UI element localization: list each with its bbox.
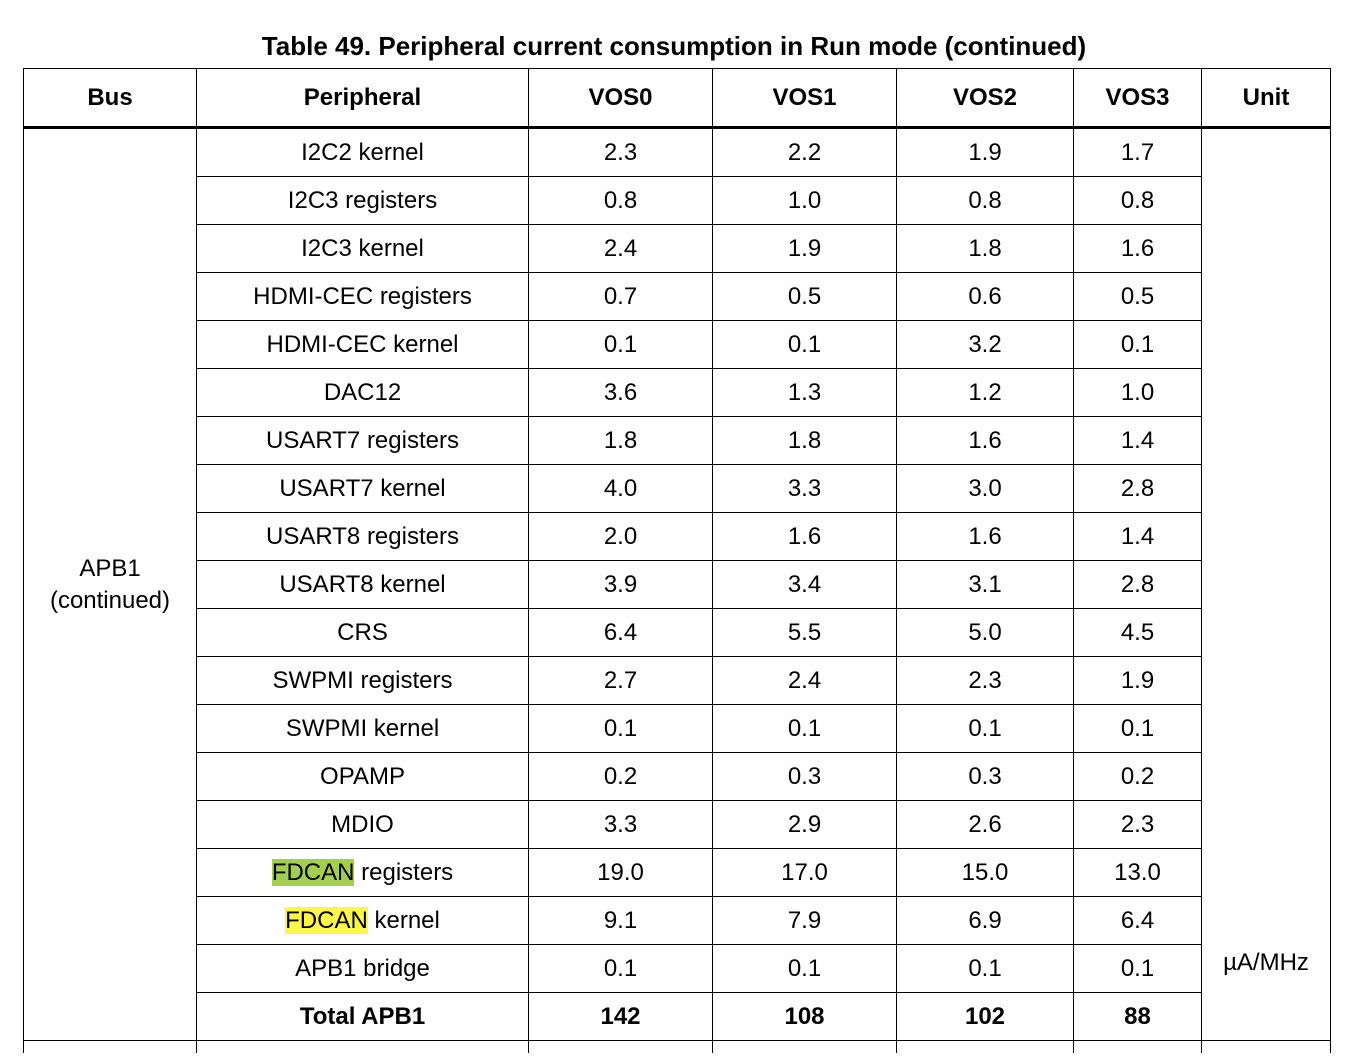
- table-row: [24, 273, 1331, 321]
- continuation-cell: [713, 1041, 897, 1054]
- peripheral-cell: USART8 kernel: [197, 561, 529, 609]
- bus-cell: [24, 128, 197, 1041]
- table-row: [24, 705, 1331, 753]
- vos2-cell: 2.3: [897, 657, 1074, 705]
- vos0-cell: 0.1: [529, 945, 713, 993]
- vos1-cell: 7.9: [713, 897, 897, 945]
- peripheral-cell: DAC12: [197, 369, 529, 417]
- peripheral-suffix: kernel: [367, 906, 440, 934]
- vos0-cell: 2.7: [529, 657, 713, 705]
- vos2-cell: 5.0: [897, 609, 1074, 657]
- vos0-cell: 3.9: [529, 561, 713, 609]
- header-vos0: VOS0: [529, 69, 713, 128]
- peripheral-suffix: registers: [354, 858, 454, 886]
- vos1-cell: 3.3: [713, 465, 897, 513]
- vos1-cell: 0.1: [713, 705, 897, 753]
- continuation-cell: [897, 1041, 1074, 1054]
- vos3-cell: 1.6: [1074, 225, 1202, 273]
- vos2-cell: 1.2: [897, 369, 1074, 417]
- vos2-cell: 102: [897, 993, 1074, 1041]
- header-peripheral: Peripheral: [197, 69, 529, 128]
- unit-cell: µA/MHz: [1202, 128, 1331, 1041]
- table-row: [24, 897, 1331, 945]
- vos2-cell: 0.1: [897, 945, 1074, 993]
- header-vos2: VOS2: [897, 69, 1074, 128]
- vos0-cell: 0.1: [529, 321, 713, 369]
- peripheral-cell: HDMI-CEC kernel: [197, 321, 529, 369]
- header-row: [24, 69, 1331, 128]
- peripheral-cell: [197, 897, 529, 945]
- vos0-cell: 0.8: [529, 177, 713, 225]
- vos3-cell: 1.7: [1074, 128, 1202, 177]
- vos0-cell: 4.0: [529, 465, 713, 513]
- peripheral-cell: USART7 kernel: [197, 465, 529, 513]
- peripheral-cell: Total APB1: [197, 993, 529, 1041]
- highlighted-term-green: FDCAN: [271, 858, 355, 886]
- vos1-cell: 2.2: [713, 128, 897, 177]
- vos1-cell: 2.4: [713, 657, 897, 705]
- peripheral-cell: [197, 849, 529, 897]
- vos1-cell: 1.3: [713, 369, 897, 417]
- table-row: [24, 417, 1331, 465]
- vos2-cell: 15.0: [897, 849, 1074, 897]
- vos1-cell: 5.5: [713, 609, 897, 657]
- table-title: Table 49. Peripheral current consumption in Run mode (continued): [261, 31, 1087, 61]
- vos3-cell: 6.4: [1074, 897, 1202, 945]
- vos3-cell: 0.2: [1074, 753, 1202, 801]
- table-row: [24, 513, 1331, 561]
- vos2-cell: 0.6: [897, 273, 1074, 321]
- vos3-cell: 2.3: [1074, 801, 1202, 849]
- vos2-cell: 1.6: [897, 417, 1074, 465]
- vos3-cell: 2.8: [1074, 465, 1202, 513]
- table-row: [24, 753, 1331, 801]
- continuation-cell: [197, 1041, 529, 1054]
- peripheral-cell: MDIO: [197, 801, 529, 849]
- vos0-cell: 0.1: [529, 705, 713, 753]
- peripheral-cell: OPAMP: [197, 753, 529, 801]
- peripheral-cell: SWPMI kernel: [197, 705, 529, 753]
- peripheral-cell: SWPMI registers: [197, 657, 529, 705]
- peripheral-cell: I2C3 kernel: [197, 225, 529, 273]
- vos0-cell: 0.7: [529, 273, 713, 321]
- vos0-cell: 3.3: [529, 801, 713, 849]
- continuation-cell: [24, 1041, 197, 1054]
- table-row: [24, 465, 1331, 513]
- peripheral-cell: HDMI-CEC registers: [197, 273, 529, 321]
- table-row: [24, 849, 1331, 897]
- header-vos3: VOS3: [1074, 69, 1202, 128]
- vos1-cell: 17.0: [713, 849, 897, 897]
- vos3-cell: 0.1: [1074, 705, 1202, 753]
- vos2-cell: 3.0: [897, 465, 1074, 513]
- table-row: [24, 225, 1331, 273]
- vos0-cell: 9.1: [529, 897, 713, 945]
- vos0-cell: 2.0: [529, 513, 713, 561]
- vos1-cell: 1.8: [713, 417, 897, 465]
- table-row: [24, 561, 1331, 609]
- vos3-cell: 1.0: [1074, 369, 1202, 417]
- vos2-cell: 3.2: [897, 321, 1074, 369]
- header-vos1: VOS1: [713, 69, 897, 128]
- vos0-cell: 142: [529, 993, 713, 1041]
- vos3-cell: 0.8: [1074, 177, 1202, 225]
- vos3-cell: 13.0: [1074, 849, 1202, 897]
- vos1-cell: 1.9: [713, 225, 897, 273]
- vos2-cell: 0.8: [897, 177, 1074, 225]
- vos2-cell: 1.6: [897, 513, 1074, 561]
- vos3-cell: 0.1: [1074, 945, 1202, 993]
- vos1-cell: 108: [713, 993, 897, 1041]
- bus-label-continued: (continued): [49, 586, 171, 614]
- peripheral-cell: USART8 registers: [197, 513, 529, 561]
- peripheral-cell: USART7 registers: [197, 417, 529, 465]
- peripheral-cell: I2C3 registers: [197, 177, 529, 225]
- peripheral-cell: APB1 bridge: [197, 945, 529, 993]
- vos1-cell: 0.3: [713, 753, 897, 801]
- vos1-cell: 1.6: [713, 513, 897, 561]
- vos0-cell: 6.4: [529, 609, 713, 657]
- table-row: [24, 657, 1331, 705]
- vos2-cell: 1.8: [897, 225, 1074, 273]
- table-row: [24, 177, 1331, 225]
- continuation-cell: [529, 1041, 713, 1054]
- table-row: [24, 369, 1331, 417]
- table-row-continuation: [24, 1041, 1331, 1054]
- vos3-cell: 4.5: [1074, 609, 1202, 657]
- vos1-cell: 0.1: [713, 321, 897, 369]
- vos3-cell: 0.5: [1074, 273, 1202, 321]
- vos1-cell: 0.1: [713, 945, 897, 993]
- total-row: [24, 993, 1331, 1041]
- highlighted-term-yellow: FDCAN: [285, 906, 368, 934]
- table-row: [24, 801, 1331, 849]
- vos3-cell: 1.9: [1074, 657, 1202, 705]
- table-row: [24, 321, 1331, 369]
- vos0-cell: 2.4: [529, 225, 713, 273]
- peripheral-cell: I2C2 kernel: [197, 128, 529, 177]
- table-row: [24, 609, 1331, 657]
- vos0-cell: 19.0: [529, 849, 713, 897]
- vos2-cell: 6.9: [897, 897, 1074, 945]
- header-bus: Bus: [24, 69, 197, 128]
- peripheral-cell: CRS: [197, 609, 529, 657]
- vos0-cell: 2.3: [529, 128, 713, 177]
- vos0-cell: 1.8: [529, 417, 713, 465]
- vos3-cell: 1.4: [1074, 513, 1202, 561]
- bus-label: APB1: [79, 554, 141, 582]
- vos2-cell: 2.6: [897, 801, 1074, 849]
- table-row: [24, 945, 1331, 993]
- vos1-cell: 3.4: [713, 561, 897, 609]
- vos2-cell: 3.1: [897, 561, 1074, 609]
- vos3-cell: 88: [1074, 993, 1202, 1041]
- continuation-cell: [1202, 1041, 1331, 1054]
- vos2-cell: 0.1: [897, 705, 1074, 753]
- table-row: [24, 128, 1331, 177]
- vos1-cell: 2.9: [713, 801, 897, 849]
- vos1-cell: 0.5: [713, 273, 897, 321]
- vos3-cell: 0.1: [1074, 321, 1202, 369]
- continuation-cell: [1074, 1041, 1202, 1054]
- peripheral-current-table: [23, 68, 1331, 1053]
- vos2-cell: 0.3: [897, 753, 1074, 801]
- vos0-cell: 3.6: [529, 369, 713, 417]
- vos3-cell: 2.8: [1074, 561, 1202, 609]
- vos3-cell: 1.4: [1074, 417, 1202, 465]
- vos2-cell: 1.9: [897, 128, 1074, 177]
- vos0-cell: 0.2: [529, 753, 713, 801]
- header-unit: Unit: [1202, 69, 1331, 128]
- vos1-cell: 1.0: [713, 177, 897, 225]
